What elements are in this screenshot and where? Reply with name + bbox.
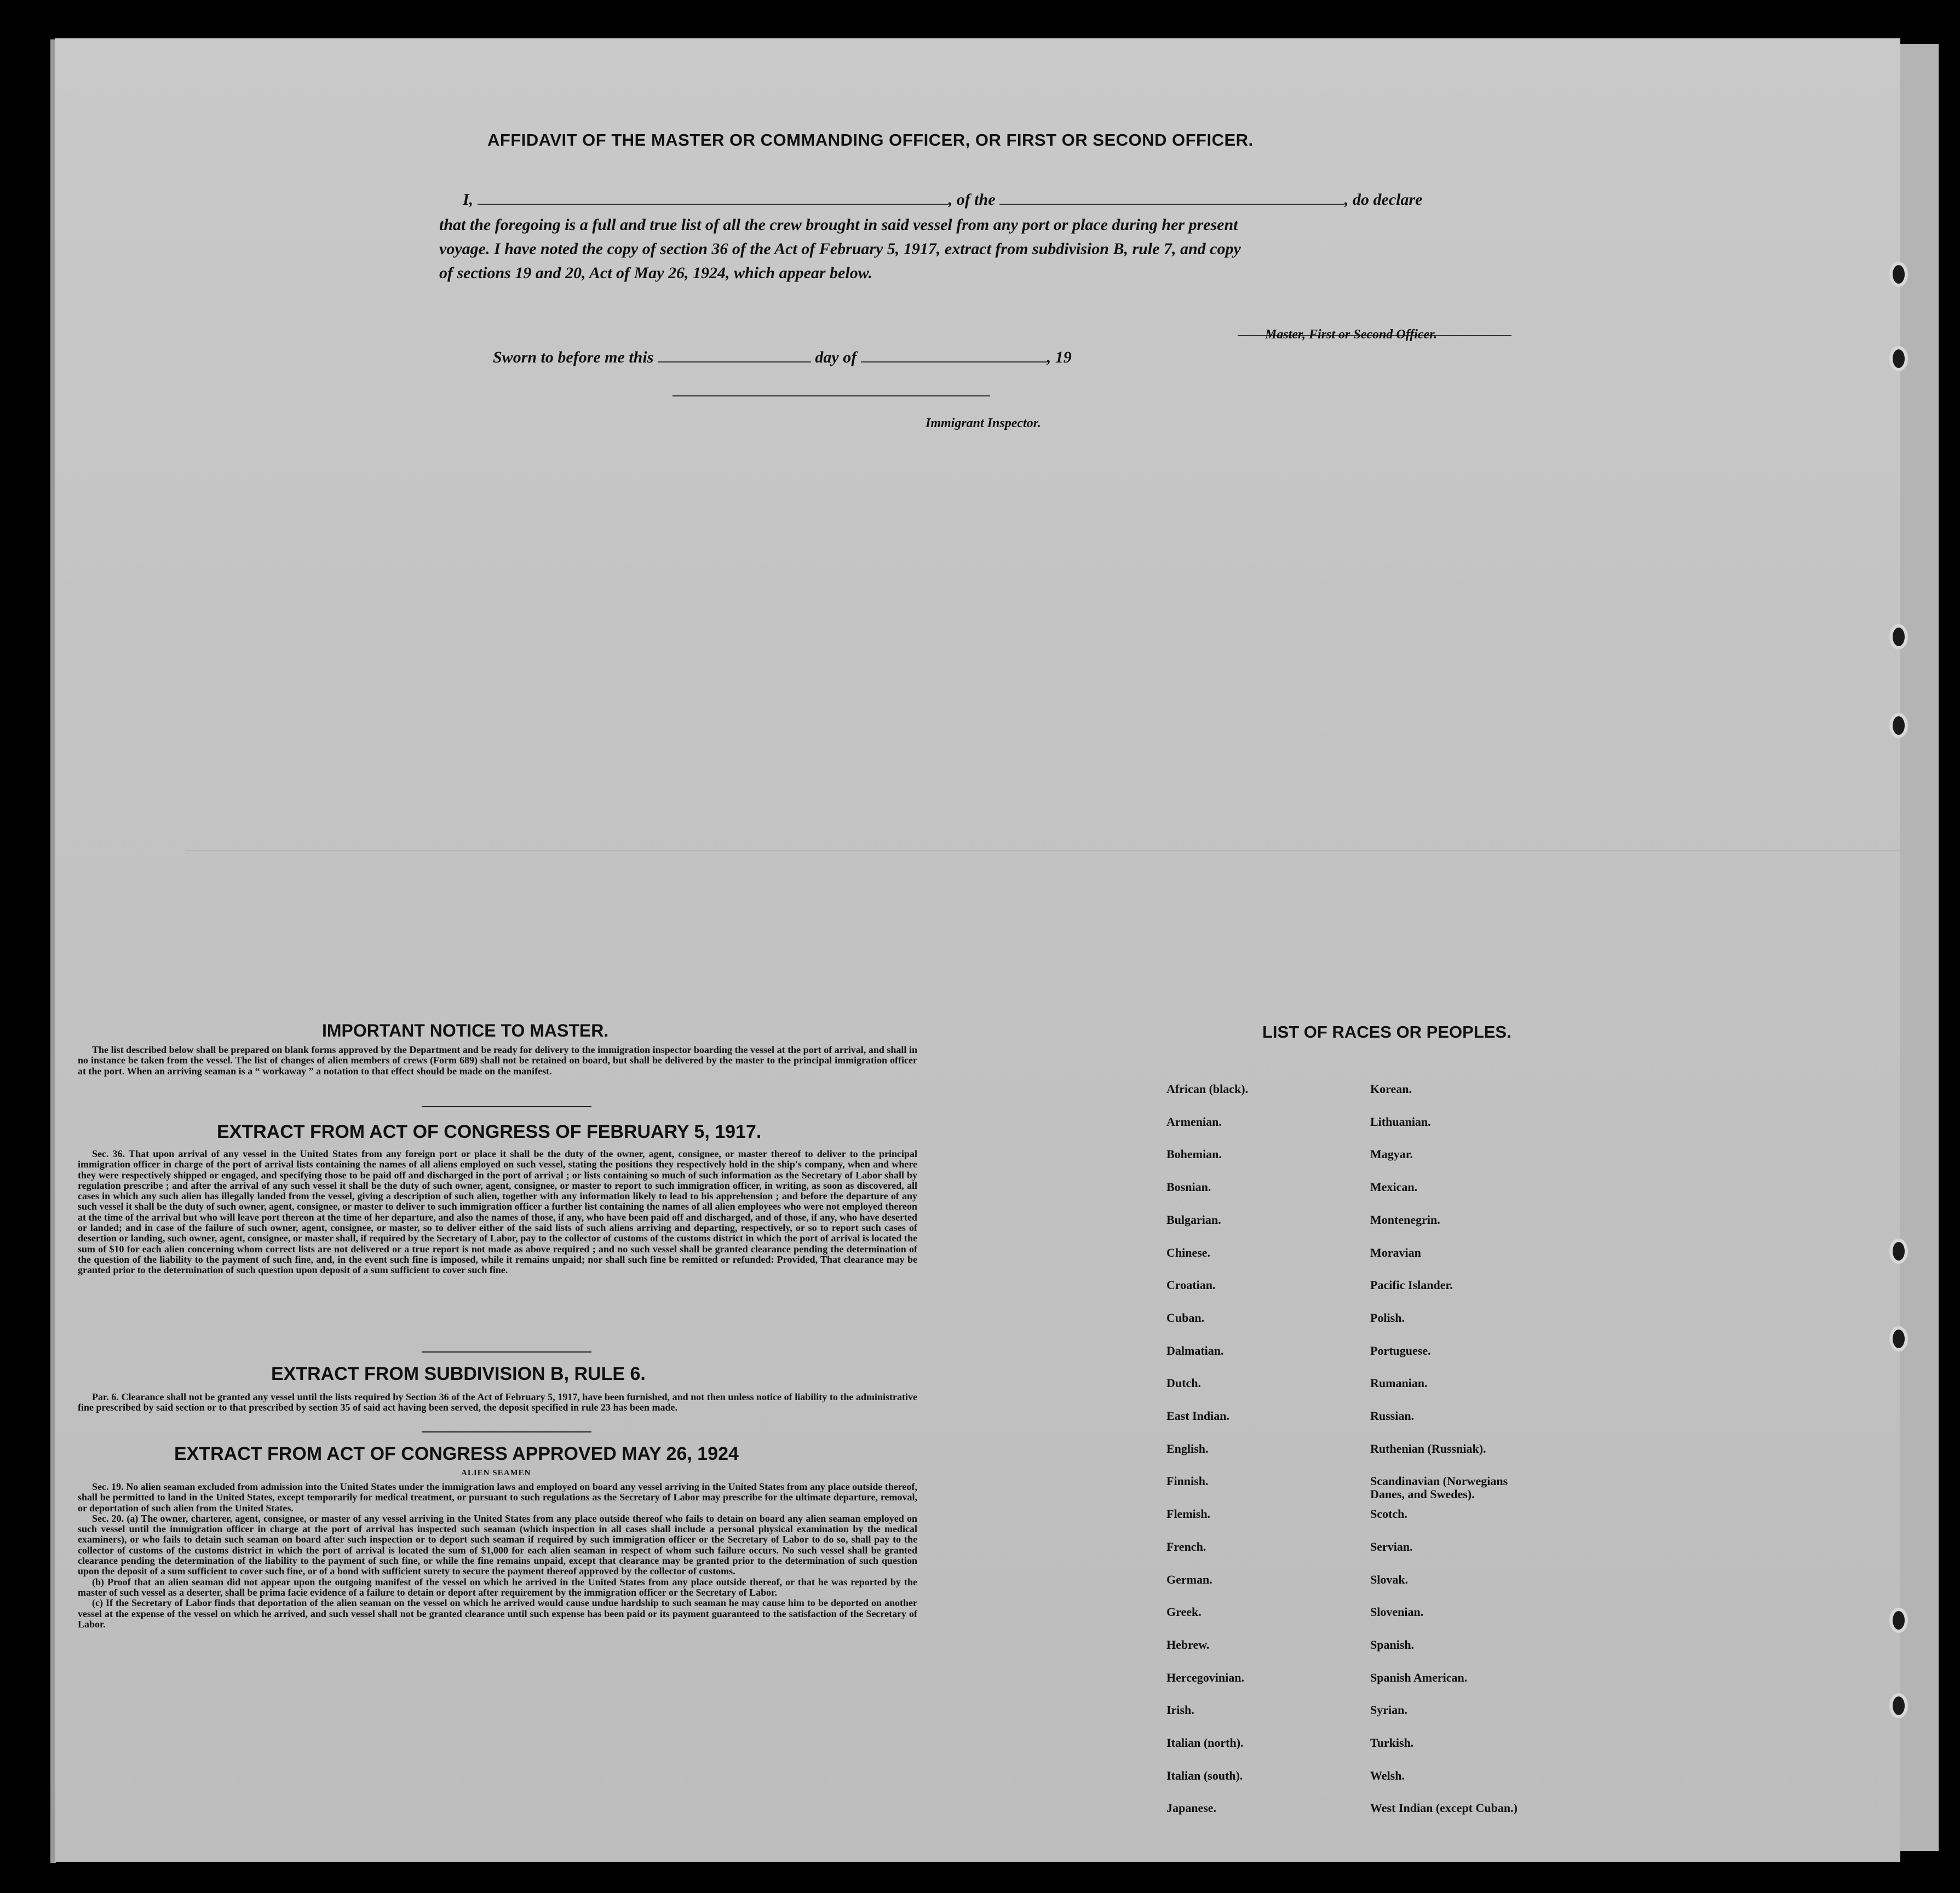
race-item: German. <box>1166 1572 1212 1586</box>
race-item: Hercegovinian. <box>1166 1670 1244 1684</box>
race-item: Polish. <box>1370 1310 1405 1325</box>
affidavit-text-line-3: voyage. I have noted the copy of section 36 of the Act of February 5, 1917, extract from subdivision B, rule 7, and copy <box>439 240 1241 258</box>
extract-1917-divider <box>422 1351 591 1353</box>
race-item: African (black). <box>1166 1082 1249 1096</box>
master-name-field[interactable] <box>478 192 949 205</box>
race-item: Turkish. <box>1370 1736 1414 1750</box>
race-item: Lithuanian. <box>1370 1114 1431 1129</box>
race-item: Chinese. <box>1166 1245 1211 1259</box>
extract-1924-subtitle: ALIEN SEAMEN <box>461 1469 531 1477</box>
race-item: Portuguese. <box>1370 1343 1431 1357</box>
section-19-paragraph: Sec. 19. No alien seaman excluded from admission into the United States under the immigration laws and employed on board any vessel arriving in the United States from any place outside thereof, shall be permitted to land in the United States, except temporarily for medical treatment, or pursuant to such regulations as the Secretary of Labor may prescribe for the ultimate departure, removal, or deportation of such alien from the United States. <box>78 1481 917 1514</box>
race-item: Dutch. <box>1166 1376 1201 1390</box>
race-item: Slovak. <box>1370 1572 1409 1586</box>
affidavit-of-the-label: , of the <box>948 191 996 209</box>
race-item: Slovenian. <box>1370 1605 1424 1619</box>
notice-divider <box>422 1106 591 1107</box>
race-item: Montenegrin. <box>1370 1212 1440 1227</box>
binder-hole <box>1889 1239 1908 1264</box>
race-item: Japanese. <box>1166 1801 1217 1815</box>
binder-hole <box>1889 624 1908 649</box>
manifest-reverse-page <box>55 38 1900 1862</box>
race-item: Moravian <box>1370 1245 1421 1259</box>
race-item: Korean. <box>1370 1082 1412 1096</box>
sworn-line <box>493 348 1072 367</box>
race-item: Magyar. <box>1370 1147 1413 1161</box>
race-item: Scotch. <box>1370 1507 1407 1521</box>
race-item: West Indian (except Cuban.) <box>1370 1801 1518 1815</box>
rule-6-text <box>78 1392 917 1413</box>
race-item: Ruthenian (Russniak). <box>1370 1441 1486 1455</box>
binder-hole <box>1889 346 1908 371</box>
extract-1917-title: EXTRACT FROM ACT OF CONGRESS OF FEBRUARY 5, 1917. <box>217 1121 762 1142</box>
race-item: Bulgarian. <box>1166 1212 1221 1227</box>
race-item: Dalmatian. <box>1166 1343 1224 1357</box>
race-item: Spanish American. <box>1370 1670 1468 1684</box>
affidavit-i-label: I, <box>463 191 474 209</box>
race-item: Mexican. <box>1370 1180 1418 1194</box>
binder-hole <box>1889 1326 1908 1351</box>
notice-title: IMPORTANT NOTICE TO MASTER. <box>322 1021 609 1040</box>
sworn-year-label: , 19 <box>1047 348 1072 366</box>
notice-text <box>78 1045 917 1077</box>
section-20a-paragraph: Sec. 20. (a) The owner, charterer, agent, consignee, or master of any vessel arriving in the United States from any place outside thereof who fails to detain on board any alien seaman employed on such vessel until the immigration officer in charge at the port of arrival has inspected such seaman (which inspection in all cases shall include a personal physical examination by the medical examiners), or who fails to detain such seaman on board after such inspection or to deport such seaman if required by such immigration officer or the Secretary of Labor to do so, shall pay to the collector of customs of the customs district in which the port of arrival is located the sum of $1,000 for each alien seaman in respect of whom such failure occurs. No such vessel shall be granted clearance pending the determination of the liability to the payment of such fine, or while the fine remains unpaid, except that clearance may be granted prior to the determination of such question upon the deposit of a sum sufficient to cover such fine, or of a bond with sufficient surety to secure the payment thereof approved by the collector of customs. <box>78 1512 917 1577</box>
affidavit-title: AFFIDAVIT OF THE MASTER OR COMMANDING OFFICER, OR FIRST OR SECOND OFFICER. <box>487 130 1254 149</box>
rule-6-divider <box>422 1431 591 1432</box>
binder-hole <box>1889 1608 1908 1633</box>
race-item: Italian (north). <box>1166 1736 1244 1750</box>
affidavit-text-line-4: of sections 19 and 20, Act of May 26, 1924, which appear below. <box>439 264 873 282</box>
race-item: Irish. <box>1166 1703 1194 1717</box>
race-item: Croatian. <box>1166 1278 1216 1292</box>
race-item: Spanish. <box>1370 1637 1415 1652</box>
extract-1917-paragraph: Sec. 36. That upon arrival of any vessel in the United States from any foreign port or place it shall be the duty of the owner, agent, consignee, or master thereof to deliver to the principal immigration officer in charge of the port of arrival lists containing the names of all aliens employed on such vessel, stating the positions they respectively hold in the ship's company, when and where they were respectively shipped or engaged, and specifying those to be paid off and discharged in the port of arrival ; or lists containing so much of such information as the Secretary of Labor shall by regulation prescribe ; and after the arrival of any such vessel it shall be the duty of such owner, agent, consignee, or master to report to such immigration officer, in writing, as soon as discovered, all cases in which any such alien has illegally landed from the vessel, giving a description of such alien, together with any information likely to lead to his apprehension ; and before the departure of any such vessel it shall be the duty of such owner, agent, consignee, or master to deliver to such immigration officer a further list containing the names of all alien employees who were not employed thereon at the time of the arrival but who will leave port thereon at the time of her departure, and also the names of those, if any, who have been paid off and discharged, and of those, if any, who have deserted or landed; and in case of the failure of such owner, agent, consignee, or master, so to deliver either of the said lists of such aliens arriving and departing, respectively, or so to report such cases of desertion or landing, such owner, agent, consignee, or master shall, if required by the Secretary of Labor, pay to the collector of customs of the customs district in which the port of arrival is located the sum of $10 for each alien concerning whom correct lists are not delivered or a true report is not made as above required ; and no such vessel shall be granted clearance pending the determination of the question of the liability to the payment of such fine, and, in the event such fine is imposed, while it remains unpaid; nor shall such fine be remitted or refunded: Provided, That clearance may be granted prior to the determination of such question upon deposit of a sum sufficient to cover such fine. <box>78 1148 917 1276</box>
extract-1924-title: EXTRACT FROM ACT OF CONGRESS APPROVED MAY 26, 1924 <box>174 1443 739 1464</box>
race-item: Armenian. <box>1166 1114 1222 1129</box>
binder-hole <box>1889 262 1908 287</box>
race-item: Finnish. <box>1166 1474 1209 1488</box>
section-20b-paragraph: (b) Proof that an alien seaman did not appear upon the outgoing manifest of the vessel on which he arrived in the United States from any place outside thereof, or that he was reported by the master of such vessel as a deserter, shall be prima facie evidence of a failure to detain or deport after requirement by the immigration officer or the Secretary of Labor. <box>78 1576 917 1598</box>
race-item: English. <box>1166 1441 1209 1455</box>
sworn-day-of-label: day of <box>815 348 857 366</box>
race-item: Bohemian. <box>1166 1147 1222 1161</box>
race-item: Pacific Islander. <box>1370 1278 1453 1292</box>
inspector-signature-field[interactable] <box>673 383 990 396</box>
sworn-label: Sworn to before me this <box>493 348 654 366</box>
race-item: Servian. <box>1370 1539 1413 1553</box>
page-right-strip <box>1900 44 1939 1851</box>
extract-1924-text <box>78 1482 917 1630</box>
race-item: Cuban. <box>1166 1310 1205 1325</box>
inspector-label: Immigrant Inspector. <box>926 416 1041 430</box>
affidavit-declare-label: , do declare <box>1344 191 1423 209</box>
rule-6-title: EXTRACT FROM SUBDIVISION B, RULE 6. <box>271 1363 646 1384</box>
race-item: Flemish. <box>1166 1507 1211 1521</box>
race-item: East Indian. <box>1166 1409 1229 1423</box>
race-item: Rumanian. <box>1370 1376 1428 1390</box>
race-item: Greek. <box>1166 1605 1202 1619</box>
vessel-name-field[interactable] <box>999 192 1344 205</box>
race-item: Scandinavian (Norwegians <box>1370 1474 1508 1488</box>
race-item: Hebrew. <box>1166 1637 1210 1652</box>
affidavit-declaration-line <box>463 191 1422 209</box>
sworn-day-field[interactable] <box>658 349 811 363</box>
race-item: French. <box>1166 1539 1206 1553</box>
race-item: Welsh. <box>1370 1768 1405 1782</box>
race-item: Russian. <box>1370 1409 1415 1423</box>
rule-6-paragraph: Par. 6. Clearance shall not be granted any vessel until the lists required by Section 36 of the Act of February 5, 1917, have been furnished, and not then unless notice of liability to the administrative fine prescribed by said section or to that prescribed by section 35 of said act having been served, the deposit specified in rule 23 has been made. <box>78 1391 917 1413</box>
race-item: Syrian. <box>1370 1703 1407 1717</box>
affidavit-text-line-2: that the foregoing is a full and true list of all the crew brought in said vessel from any port or place during her present <box>439 216 1238 234</box>
master-signature-label: Master, First or Second Officer. <box>1265 327 1438 342</box>
notice-paragraph: The list described below shall be prepared on blank forms approved by the Department and be ready for delivery to the immigration inspector boarding the vessel at the port of arrival, and shall in no instance be taken from the vessel. The list of changes of alien members of crews (Form 689) shall not be retained on board, but shall be delivered by the master to the principal immigration officer at the port. When an arriving seaman is a “ workaway ” a notation to that effect should be made on the manifest. <box>78 1044 917 1077</box>
binder-hole <box>1889 713 1908 738</box>
race-item: Danes, and Swedes). <box>1370 1487 1475 1501</box>
sworn-month-field[interactable] <box>861 349 1047 363</box>
binder-hole <box>1889 1693 1908 1718</box>
races-title: LIST OF RACES OR PEOPLES. <box>1262 1022 1511 1042</box>
race-item: Bosnian. <box>1166 1180 1211 1194</box>
extract-1917-text <box>78 1149 917 1276</box>
race-item: Italian (south). <box>1166 1768 1243 1782</box>
section-20c-paragraph: (c) If the Secretary of Labor finds that deportation of the alien seaman on the vessel on which he arrived would cause undue hardship to such seaman he may cause him to be deported on another vessel at the expense of the vessel on which he arrived, and such vessel shall not be granted clearance until such expense has been paid or its payment guaranteed to the satisfaction of the Secretary of Labor. <box>78 1597 917 1630</box>
